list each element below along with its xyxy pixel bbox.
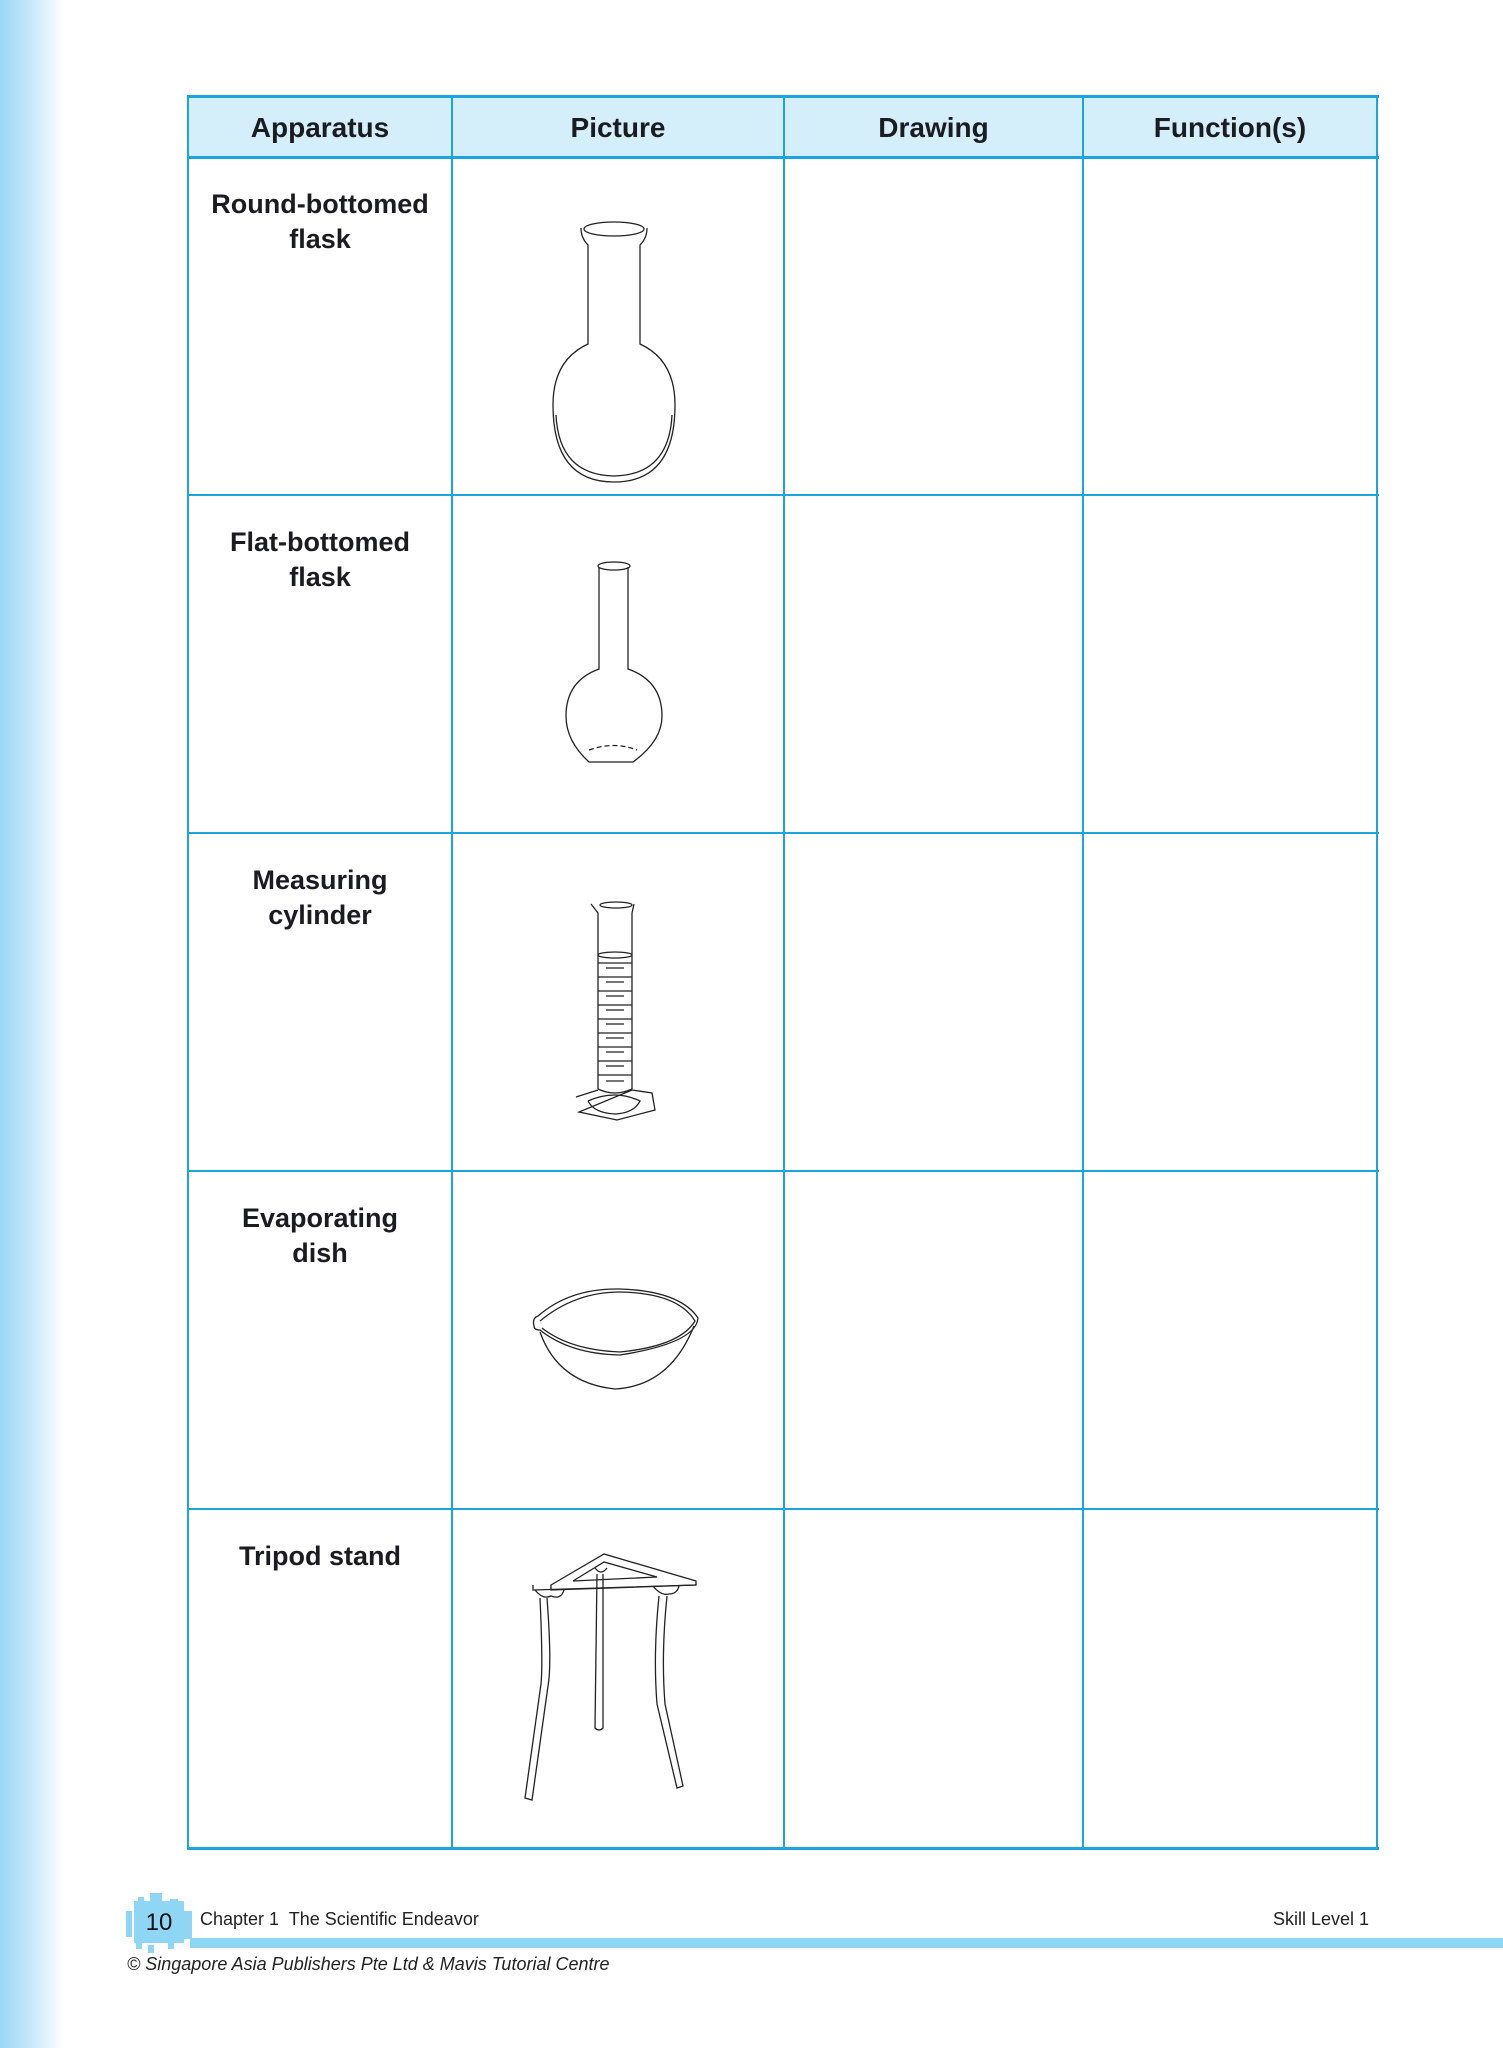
- apparatus-label-line2: cylinder: [268, 900, 372, 930]
- column-divider: [451, 95, 453, 1850]
- badge-pixel: [148, 1945, 154, 1953]
- apparatus-label-line1: Flat-bottomed: [230, 527, 410, 557]
- badge-pixel: [184, 1911, 192, 1939]
- flat-bottomed-flask-icon: [565, 561, 663, 762]
- functions-cell[interactable]: [1084, 834, 1376, 1170]
- badge-pixel: [168, 1943, 174, 1949]
- apparatus-label-line1: Measuring: [252, 865, 388, 895]
- measuring-cylinder-picture: [574, 901, 655, 1120]
- round-bottomed-flask-picture: [551, 220, 677, 482]
- apparatus-label-line1: Tripod stand: [239, 1541, 401, 1571]
- table-border-left: [187, 95, 189, 1850]
- skill-level: Skill Level 1: [1273, 1909, 1370, 1929]
- apparatus-label-line2: flask: [289, 562, 351, 592]
- copyright-notice: © Singapore Asia Publishers Pte Ltd & Mavis Tutorial Centre: [127, 1954, 610, 1974]
- header-drawing: Drawing: [878, 112, 989, 143]
- tripod-stand-icon: [531, 1554, 697, 1800]
- drawing-cell[interactable]: [785, 1172, 1082, 1508]
- apparatus-label-line2: dish: [292, 1238, 348, 1268]
- page-number: 10: [134, 1901, 184, 1943]
- page-side-gradient: [0, 0, 64, 2048]
- badge-pixel: [136, 1943, 142, 1949]
- badge-pixel: [126, 1911, 132, 1937]
- apparatus-label-line1: Round-bottomed: [211, 189, 429, 219]
- functions-cell[interactable]: [1084, 1510, 1376, 1847]
- apparatus-label: [189, 863, 451, 933]
- page-number-badge: [126, 1893, 192, 1953]
- badge-pixel: [150, 1893, 162, 1901]
- tripod-stand-picture: [531, 1554, 697, 1800]
- functions-cell[interactable]: [1084, 158, 1376, 494]
- apparatus-label: [189, 525, 451, 595]
- drawing-cell[interactable]: [785, 1510, 1082, 1847]
- apparatus-label-line1: Evaporating: [241, 1203, 399, 1233]
- functions-cell[interactable]: [1084, 1172, 1376, 1508]
- header-functions: Function(s): [1153, 112, 1307, 143]
- drawing-cell[interactable]: [785, 158, 1082, 494]
- table-border-right: [1376, 95, 1378, 1850]
- flat-bottomed-flask-picture: [565, 561, 663, 762]
- functions-cell[interactable]: [1084, 496, 1376, 832]
- drawing-cell[interactable]: [785, 834, 1082, 1170]
- round-bottomed-flask-icon: [551, 220, 677, 482]
- header-apparatus: Apparatus: [250, 112, 390, 143]
- evaporating-dish-picture: [530, 1288, 698, 1389]
- drawing-cell[interactable]: [785, 496, 1082, 832]
- footer-accent-bar: [190, 1938, 1503, 1948]
- chapter-title: Chapter 1 The Scientific Endeavor: [200, 1909, 479, 1929]
- apparatus-label: [189, 1539, 451, 1574]
- header-picture: Picture: [570, 112, 666, 143]
- measuring-cylinder-icon: [574, 901, 655, 1120]
- apparatus-label-line2: flask: [289, 224, 351, 254]
- apparatus-label: [189, 187, 451, 257]
- apparatus-label: [189, 1201, 451, 1271]
- evaporating-dish-icon: [530, 1288, 698, 1389]
